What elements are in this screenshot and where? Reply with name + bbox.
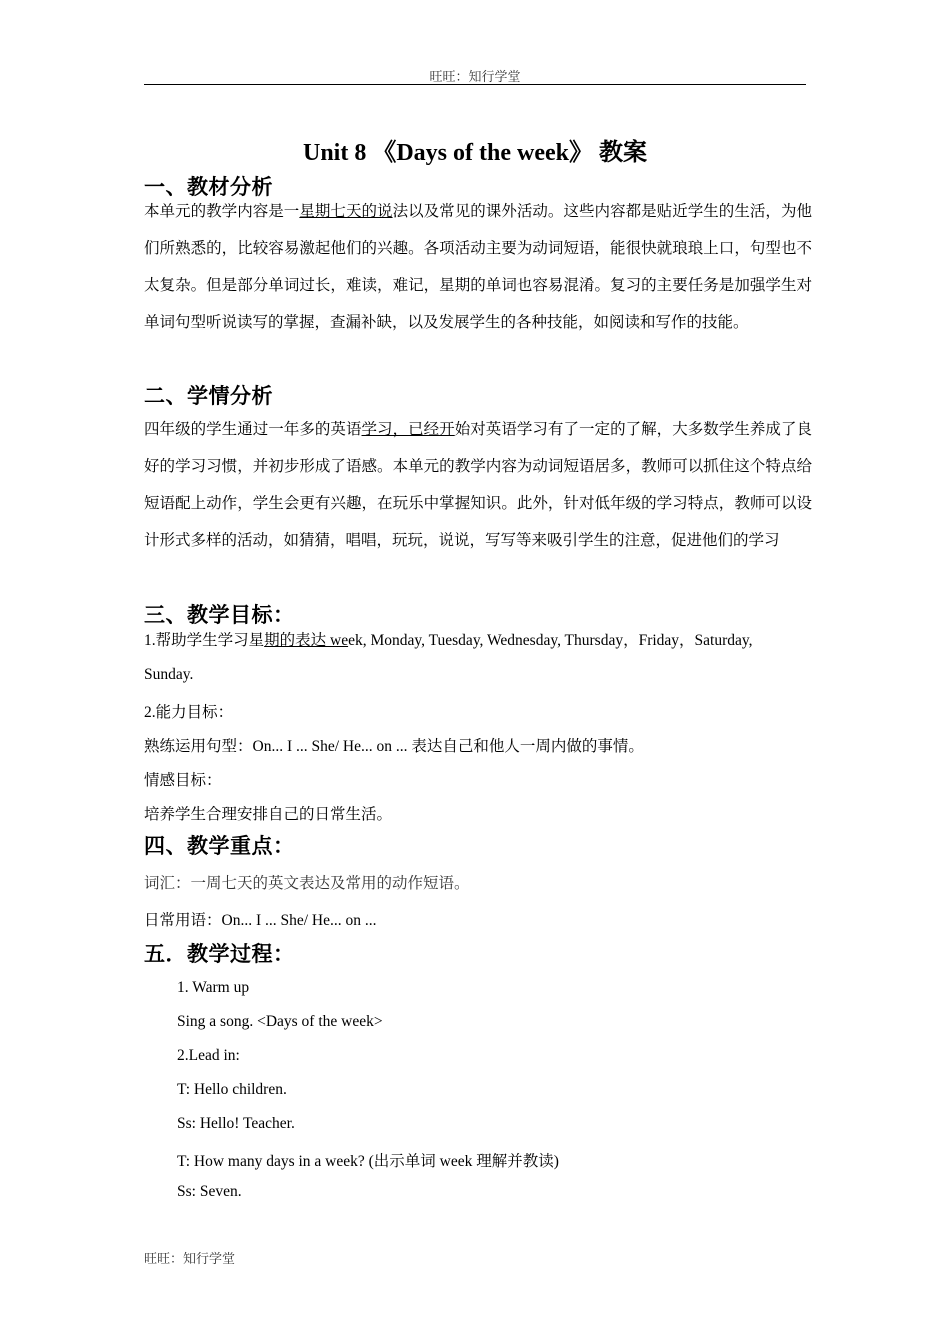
goal-line-2: Sunday. <box>144 666 194 683</box>
goal-line-1: 1.帮助学生学习星期的表达 week, Monday, Tuesday, Wednesday, Thursday，Friday，Saturday, <box>144 632 753 649</box>
process-line: 2.Lead in: <box>177 1047 240 1064</box>
process-line: Ss: Hello! Teacher. <box>177 1115 295 1132</box>
section-heading-textbook-analysis: 一、教材分析 <box>144 175 273 199</box>
process-line: T: Hello children. <box>177 1081 287 1098</box>
goal-line-6: 培养学生合理安排自己的日常生活。 <box>144 806 393 823</box>
process-line: Ss: Seven. <box>177 1183 242 1200</box>
process-line: T: How many days in a week? (出示单词 week 理解并教读) <box>177 1153 559 1170</box>
goal-line-3: 2.能力目标： <box>144 704 234 721</box>
section-heading-teaching-process: 五．教学过程： <box>144 942 295 966</box>
section-heading-teaching-goals: 三、教学目标： <box>144 603 295 627</box>
process-line: Sing a song. <Days of the week> <box>177 1013 383 1030</box>
key-point-vocab: 词汇：一周七天的英文表达及常用的动作短语。 <box>144 875 470 892</box>
section-body-textbook-analysis: 本单元的教学内容是一星期七天的说法以及常见的课外活动。这些内容都是贴近学生的生活，为他们所熟悉的，比较容易激起他们的兴趣。各项活动主要为动词短语，能很快就琅琅上口，句型也不太复杂。但是部分单词过长，难读，难记，星期的单词也容易混淆。复习的主要任务是加强学生对单词句型听说读写的掌握，查漏补缺，以及发展学生的各种技能，如阅读和写作的技能。 <box>144 203 812 331</box>
document-title: Unit 8 《Days of the week》 教案 <box>303 140 647 166</box>
page-footer: 旺旺：知行学堂 <box>144 1251 236 1266</box>
header-rule <box>144 84 806 85</box>
goal-line-5: 情感目标： <box>144 772 222 789</box>
page-header: 旺旺：知行学堂 <box>429 69 521 84</box>
key-point-expressions: 日常用语：On... I ... She/ He... on ... <box>144 912 377 929</box>
process-line: 1. Warm up <box>177 979 250 996</box>
goal-line-4: 熟练运用句型：On... I ... She/ He... on ... 表达自己和他人一周内做的事情。 <box>144 738 644 755</box>
section-heading-key-points: 四、教学重点： <box>144 834 295 858</box>
section-body-learner-analysis: 四年级的学生通过一年多的英语学习，已经开始对英语学习有了一定的了解，大多数学生养成了良好的学习习惯，并初步形成了语感。本单元的教学内容为动词短语居多，教师可以抓住这个特点给短语配上动作，学生会更有兴趣，在玩乐中掌握知识。此外，针对低年级的学习特点，教师可以设计形式多样的活动，如猜猜，唱唱，玩玩，说说，写写等来吸引学生的注意，促进他们的学习 <box>144 421 812 549</box>
section-heading-learner-analysis: 二、学情分析 <box>144 384 273 408</box>
